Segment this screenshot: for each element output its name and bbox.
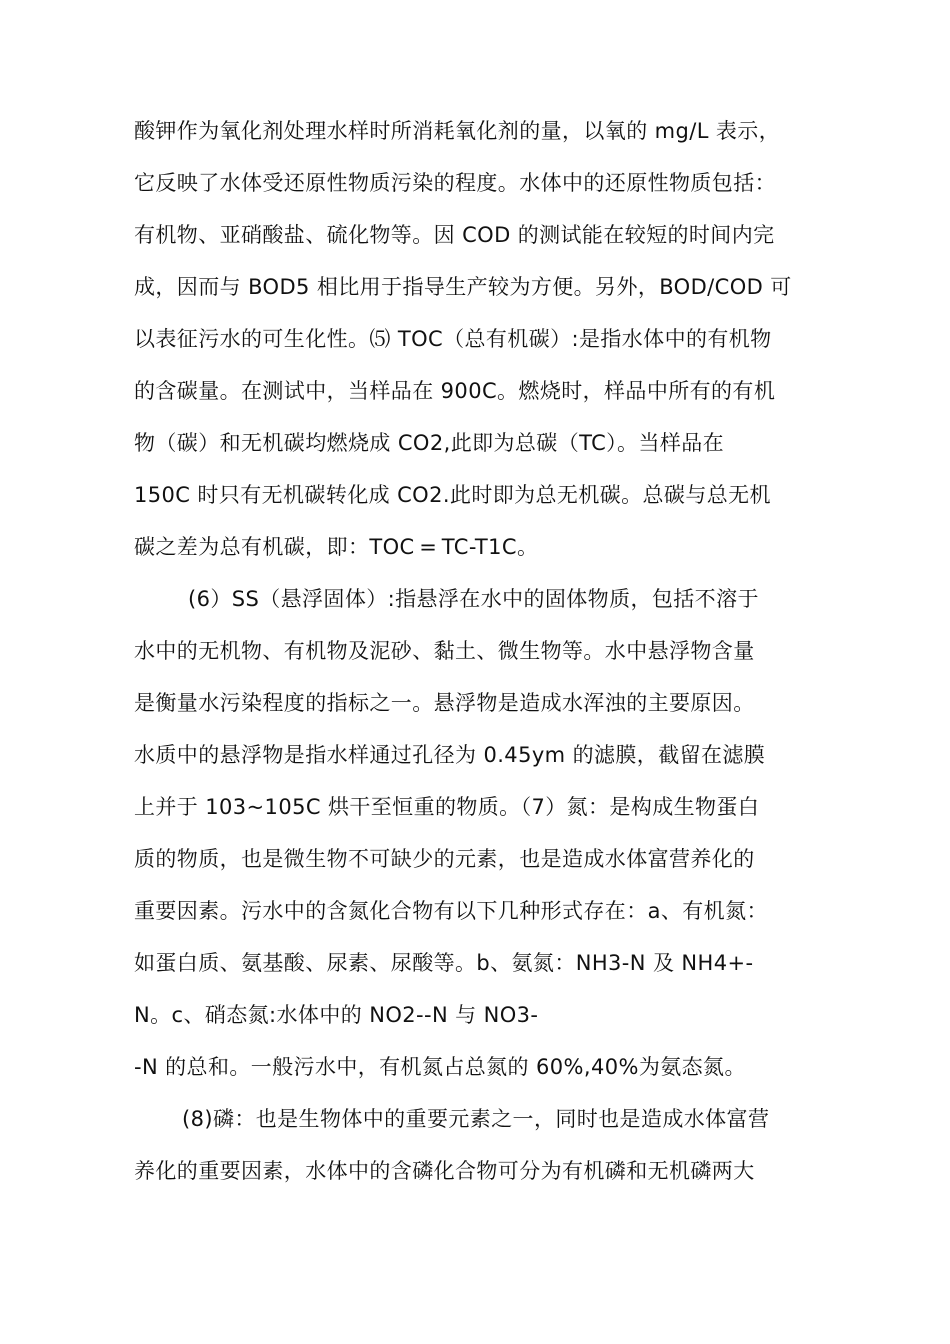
text-line: 上并于 103~105C 烘干至恒重的物质。（7）氮：是构成生物蛋白: [134, 795, 760, 819]
text-line: 碳之差为总有机碳，即：TOC = TC-T1C。: [134, 535, 539, 559]
text-line: 重要因素。污水中的含氮化合物有以下几种形式存在：a、有机氮：: [134, 899, 768, 923]
text-line: 养化的重要因素，水体中的含磷化合物可分为有机磷和无机磷两大: [134, 1159, 755, 1183]
text-line: 的含碳量。在测试中，当样品在 900C。燃烧时，样品中所有的有机: [134, 379, 776, 403]
paragraph-start-line: (8)磷：也是生物体中的重要元素之一，同时也是造成水体富营: [182, 1107, 770, 1131]
text-line: 水中的无机物、有机物及泥砂、黏土、微生物等。水中悬浮物含量: [134, 639, 755, 663]
text-line: 有机物、亚硝酸盐、硫化物等。因 COD 的测试能在较短的时间内完: [134, 223, 775, 247]
text-line: 它反映了水体受还原性物质污染的程度。水体中的还原性物质包括：: [134, 171, 776, 195]
text-line: 物（碳）和无机碳均燃烧成 CO2,此即为总碳（TC）。当样品在: [134, 431, 725, 455]
text-line: 水质中的悬浮物是指水样通过孔径为 0.45ym 的滤膜，截留在滤膜: [134, 743, 766, 767]
text-line: 酸钾作为氧化剂处理水样时所消耗氧化剂的量，以氧的 mg/L 表示，: [134, 119, 781, 143]
text-line: -N 的总和。一般污水中，有机氮占总氮的 60%,40%为氨态氮。: [134, 1055, 746, 1079]
body-text: [134, 105, 834, 1197]
text-line: 是衡量水污染程度的指标之一。悬浮物是造成水浑浊的主要原因。: [134, 691, 755, 715]
text-line: 以表征污水的可生化性。⑸ TOC（总有机碳）:是指水体中的有机物: [134, 327, 772, 351]
text-line: 成，因而与 BOD5 相比用于指导生产较为方便。另外，BOD/COD 可: [134, 275, 792, 299]
paragraph-start-line: (6）SS（悬浮固体）:指悬浮在水中的固体物质，包括不溶于: [188, 587, 759, 611]
text-line: 质的物质，也是微生物不可缺少的元素，也是造成水体富营养化的: [134, 847, 755, 871]
text-line: 如蛋白质、氨基酸、尿素、尿酸等。b、氨氮：NH3-N 及 NH4+-: [134, 951, 754, 975]
text-line: 150C 时只有无机碳转化成 CO2.此时即为总无机碳。总碳与总无机: [134, 483, 771, 507]
text-line: N。c、硝态氮:水体中的 NO2--N 与 NO3-: [134, 1003, 539, 1027]
